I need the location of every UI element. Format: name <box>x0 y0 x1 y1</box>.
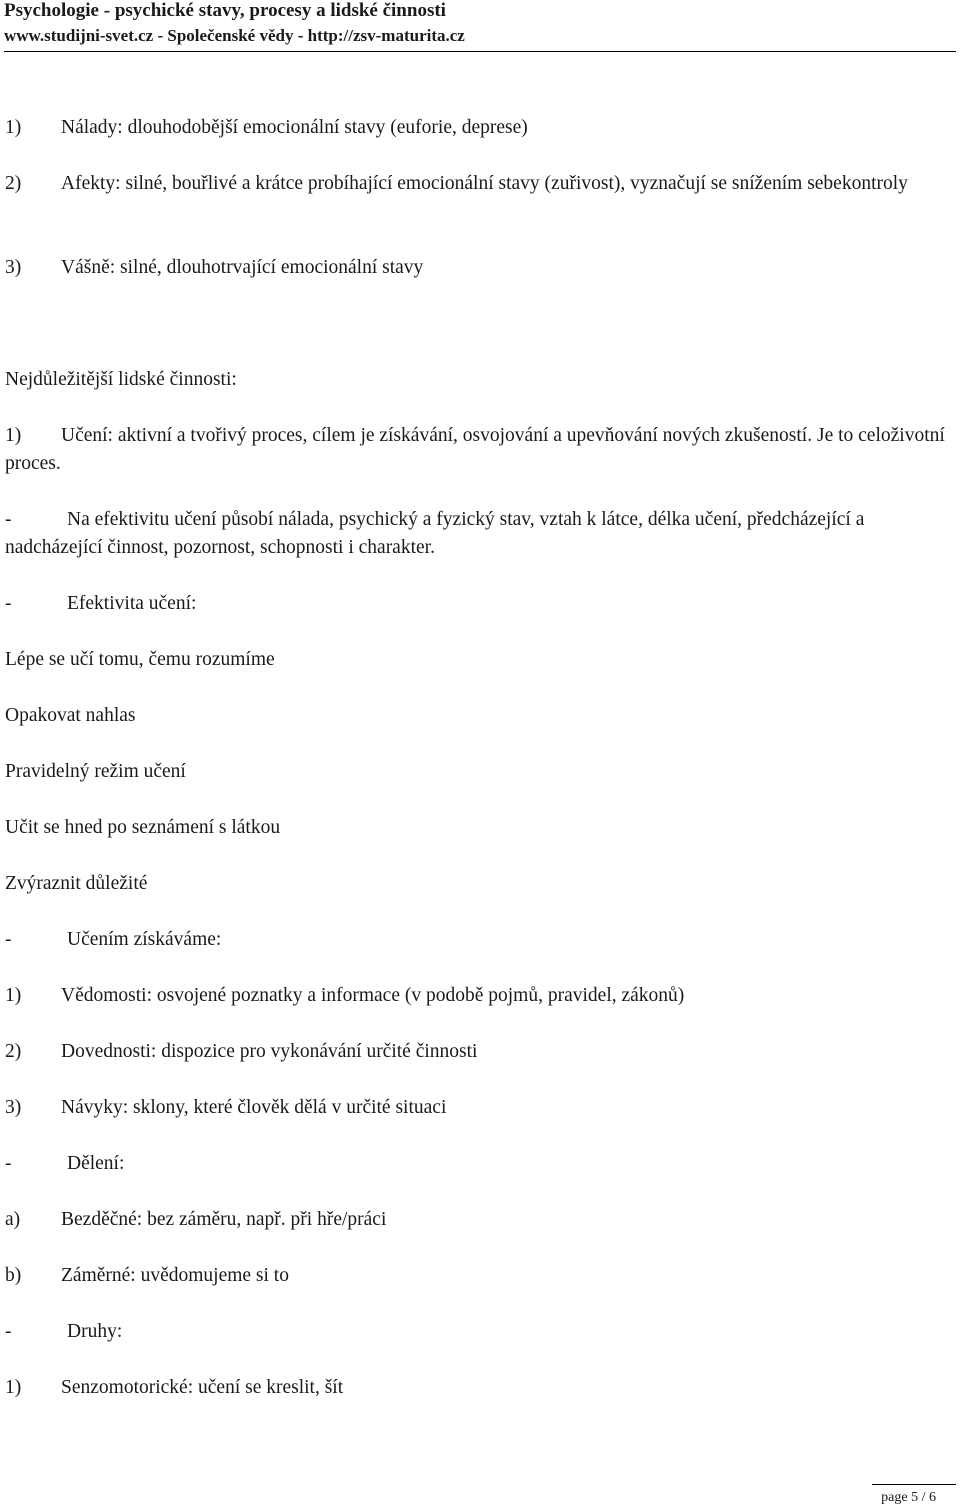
text-line: Lépe se učí tomu, čemu rozumíme <box>5 649 275 670</box>
dash-item <box>5 1150 124 1178</box>
list-item <box>5 422 950 478</box>
document-subtitle: www.studijni-svet.cz - Společenské vědy - http://zsv-maturita.cz <box>4 26 465 45</box>
dash-marker: - <box>5 593 12 614</box>
list-number: b) <box>5 1265 22 1286</box>
dash-item <box>5 926 221 954</box>
header-divider <box>4 51 956 52</box>
list-number: 1) <box>5 117 22 138</box>
list-text: Nálady: dlouhodobější emocionální stavy (euforie, deprese) <box>61 117 528 138</box>
dash-item <box>5 506 950 562</box>
list-text: Záměrné: uvědomujeme si to <box>61 1265 289 1286</box>
dash-text: Efektivita učení: <box>67 593 197 614</box>
dash-text: Dělení: <box>67 1153 125 1174</box>
list-item <box>5 170 950 198</box>
list-item <box>5 114 528 142</box>
list-text: Afekty: silné, bouřlivé a krátce probíhající emocionální stavy (zuřivost), vyznačují se snížením sebekontroly <box>61 173 908 194</box>
list-number: 2) <box>5 1041 22 1062</box>
list-number: 3) <box>5 1097 22 1118</box>
dash-marker: - <box>5 1321 12 1342</box>
dash-text: Učením získáváme: <box>67 929 222 950</box>
list-item <box>5 1038 477 1066</box>
footer-divider <box>872 1484 956 1485</box>
dash-text: Druhy: <box>67 1321 123 1342</box>
dash-marker: - <box>5 929 12 950</box>
list-item <box>5 254 423 282</box>
dash-marker: - <box>5 1153 12 1174</box>
list-text: Učení: aktivní a tvořivý proces, cílem je získávání, osvojování a upevňování nových zkušeností. Je to celoživotní proces. <box>5 425 945 474</box>
page-header <box>4 0 956 46</box>
list-text: Dovednosti: dispozice pro vykonávání určité činnosti <box>61 1041 478 1062</box>
document-title: Psychologie - psychické stavy, procesy a lidské činnosti <box>4 0 446 21</box>
list-number: 1) <box>5 985 22 1006</box>
section-heading: Nejdůležitější lidské činnosti: <box>5 369 237 390</box>
list-text: Vášně: silné, dlouhotrvající emocionální stavy <box>61 257 424 278</box>
list-text: Senzomotorické: učení se kreslit, šít <box>61 1377 344 1398</box>
dash-marker: - <box>5 509 12 530</box>
list-text: Návyky: sklony, které člověk dělá v určité situaci <box>61 1097 447 1118</box>
dash-item <box>5 1318 122 1346</box>
dash-item <box>5 590 196 618</box>
list-number: 2) <box>5 173 22 194</box>
list-number: 1) <box>5 425 22 446</box>
list-item <box>5 982 684 1010</box>
list-text: Bezděčné: bez záměru, např. při hře/práci <box>61 1209 387 1230</box>
list-text: Vědomosti: osvojené poznatky a informace (v podobě pojmů, pravidel, zákonů) <box>61 985 685 1006</box>
text-line: Opakovat nahlas <box>5 705 136 726</box>
list-item <box>5 1374 343 1402</box>
dash-text: Na efektivitu učení působí nálada, psychický a fyzický stav, vztah k látce, délka učení, předcházející a nadcházející činnost, pozornost, schopnosti i charakter. <box>5 509 865 558</box>
page-number: page 5 / 6 <box>881 1490 936 1505</box>
text-line: Zvýraznit důležité <box>5 873 148 894</box>
list-number: 1) <box>5 1377 22 1398</box>
text-line: Učit se hned po seznámení s látkou <box>5 817 281 838</box>
list-item <box>5 1094 446 1122</box>
list-number: 3) <box>5 257 22 278</box>
text-line: Pravidelný režim učení <box>5 761 186 782</box>
list-number: a) <box>5 1209 21 1230</box>
list-item <box>5 1262 289 1290</box>
list-item <box>5 1206 386 1234</box>
